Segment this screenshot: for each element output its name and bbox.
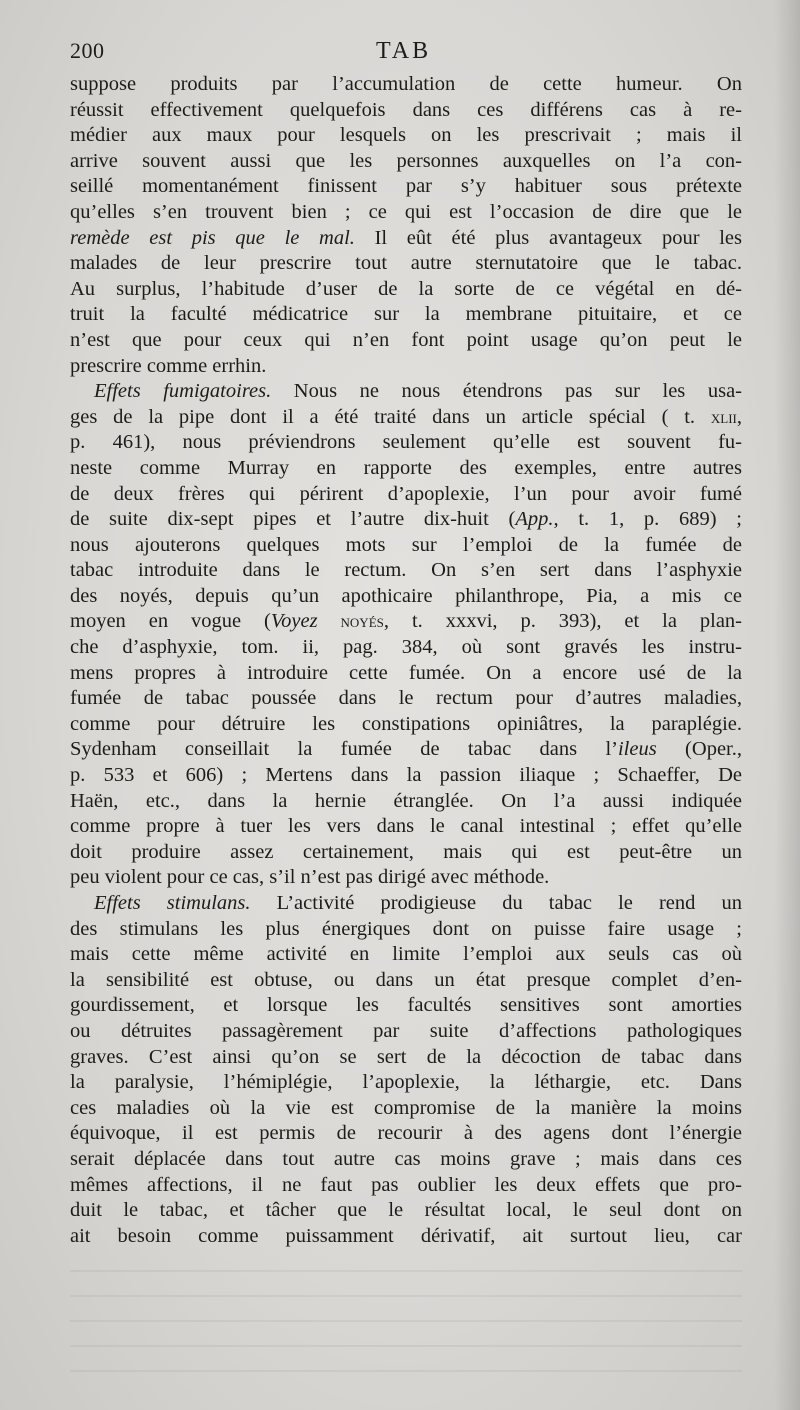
italic-run: Effets fumigatoires. <box>94 380 272 403</box>
text-line: Effets stimulans. L’activité prodigieuse du tabac le rend un <box>94 892 742 914</box>
text-line: moyen en vogue (Voyez noyés, t. xxxvi, p. 393), et la plan- <box>70 610 743 633</box>
text-line: la sensibilité est obtuse, ou dans un état presque complet d’en- <box>70 968 742 991</box>
italic-run: remède est pis que le mal. <box>70 226 355 249</box>
text-line: truit la faculté médicatrice sur la membrane pituitaire, et ce <box>70 303 742 326</box>
text-line: de suite dix-sept pipes et l’autre dix-huit (App., t. 1, p. 689) ; <box>70 508 742 531</box>
text-line: seillé momentanément finissent par s’y habituer sous prétexte <box>70 175 742 198</box>
text-line: ou détruites passagèrement par suite d’affections pathologiques <box>70 1019 742 1042</box>
text-line: fumée de tabac poussée dans le rectum pour d’autres maladies, <box>70 687 742 710</box>
running-head: TAB <box>376 38 432 64</box>
text-line: de deux frères qui périrent d’apoplexie, l’un pour avoir fumé <box>70 482 742 505</box>
text-line: gourdissement, et lorsque les facultés sensitives sont amorties <box>70 994 742 1017</box>
text-line: des noyés, depuis qu’un apothicaire philanthrope, Pia, a mis ce <box>70 584 742 607</box>
text-line: n’est que pour ceux qui n’en font point usage qu’on peut le <box>70 328 742 351</box>
text-line: duit le tabac, et tâcher que le résultat local, le seul dont on <box>70 1199 742 1222</box>
text-line: la paralysie, l’hémiplégie, l’apoplexie, la léthargie, etc. Dans <box>70 1071 742 1094</box>
italic-run: Effets stimulans. <box>94 892 251 914</box>
text-line: Sydenham conseillait la fumée de tabac dans l’ileus (Oper., <box>70 738 742 761</box>
text-line: ges de la pipe dont il a été traité dans un article spécial ( t. xlii, <box>70 405 742 428</box>
text-line: suppose produits par l’accumulation de cette humeur. On <box>70 73 742 95</box>
body-text <box>70 72 742 1249</box>
text-line: nous ajouterons quelques mots sur l’emploi de la fumée de <box>70 533 742 556</box>
text-line: peu violent pour ce cas, s’il n’est pas dirigé avec méthode. <box>70 866 550 889</box>
text-line: des stimulans les plus énergiques dont on puisse faire usage ; <box>70 917 742 940</box>
text-line: médier aux maux pour lesquels on les prescrivait ; mais il <box>70 124 742 147</box>
small-caps-run: xlii <box>710 406 737 427</box>
italic-run: ileus <box>617 738 657 761</box>
text-line: arrive souvent aussi que les personnes auxquelles on l’a con- <box>70 149 742 172</box>
text-line: comme pour détruire les constipations opiniâtres, la paraplégie. <box>70 712 742 735</box>
text-line: mens propres à introduire cette fumée. On a encore usé de la <box>70 661 742 684</box>
small-caps-run: noyés <box>340 611 384 632</box>
text-line: comme propre à tuer les vers dans le canal intestinal ; effet qu’elle <box>70 815 742 838</box>
text-line: réussit effectivement quelquefois dans ces différens cas à re- <box>70 98 742 121</box>
text-line: qu’elles s’en trouvent bien ; ce qui est l’occasion de dire que le <box>70 200 742 223</box>
text-line: Effets fumigatoires. Nous ne nous étendrons pas sur les usa- <box>94 380 742 403</box>
text-line: p. 533 et 606) ; Mertens dans la passion iliaque ; Schaeffer, De <box>70 764 742 787</box>
page-header <box>70 38 742 68</box>
text-line: Haën, etc., dans la hernie étranglée. On l’a aussi indiquée <box>70 789 742 812</box>
text-line: ces maladies où la vie est compromise de la manière la moins <box>70 1096 742 1119</box>
text-line: p. 461), nous préviendrons seulement qu’elle est souvent fu- <box>70 431 742 454</box>
text-line: équivoque, il est permis de recourir à des agens dont l’énergie <box>70 1122 742 1145</box>
text-line: doit produire assez certainement, mais qui est peut-être un <box>70 840 742 863</box>
text-line: Au surplus, l’habitude d’user de la sorte de ce végétal en dé- <box>70 277 742 300</box>
page-gutter-shadow <box>774 0 800 1410</box>
text-line: serait déplacée dans tout autre cas moins grave ; mais dans ces <box>70 1147 742 1170</box>
text-line: che d’asphyxie, tom. ii, pag. 384, où sont gravés les instru- <box>70 636 742 659</box>
text-line: prescrire comme errhin. <box>70 354 267 377</box>
text-line: malades de leur prescrire tout autre sternutatoire que le tabac. <box>70 252 742 275</box>
text-line: tabac introduite dans le rectum. On s’en sert dans l’asphyxie <box>70 559 742 582</box>
text-line: neste comme Murray en rapporte des exemples, entre autres <box>70 456 742 479</box>
text-line: graves. C’est ainsi qu’on se sert de la décoction de tabac dans <box>70 1045 742 1068</box>
text-line: remède est pis que le mal. Il eût été plus avantageux pour les <box>70 226 742 249</box>
italic-run: App. <box>515 508 554 531</box>
page-number: 200 <box>70 38 105 63</box>
italic-run: Voyez <box>270 610 318 633</box>
text-line: mêmes affections, il ne faut pas oublier les deux effets que pro- <box>70 1173 742 1196</box>
text-line: mais cette même activité en limite l’emploi aux seuls cas où <box>70 943 742 966</box>
text-line: ait besoin comme puissamment dérivatif, ait surtout lieu, car <box>70 1224 742 1247</box>
show-through-texture <box>70 1270 742 1390</box>
